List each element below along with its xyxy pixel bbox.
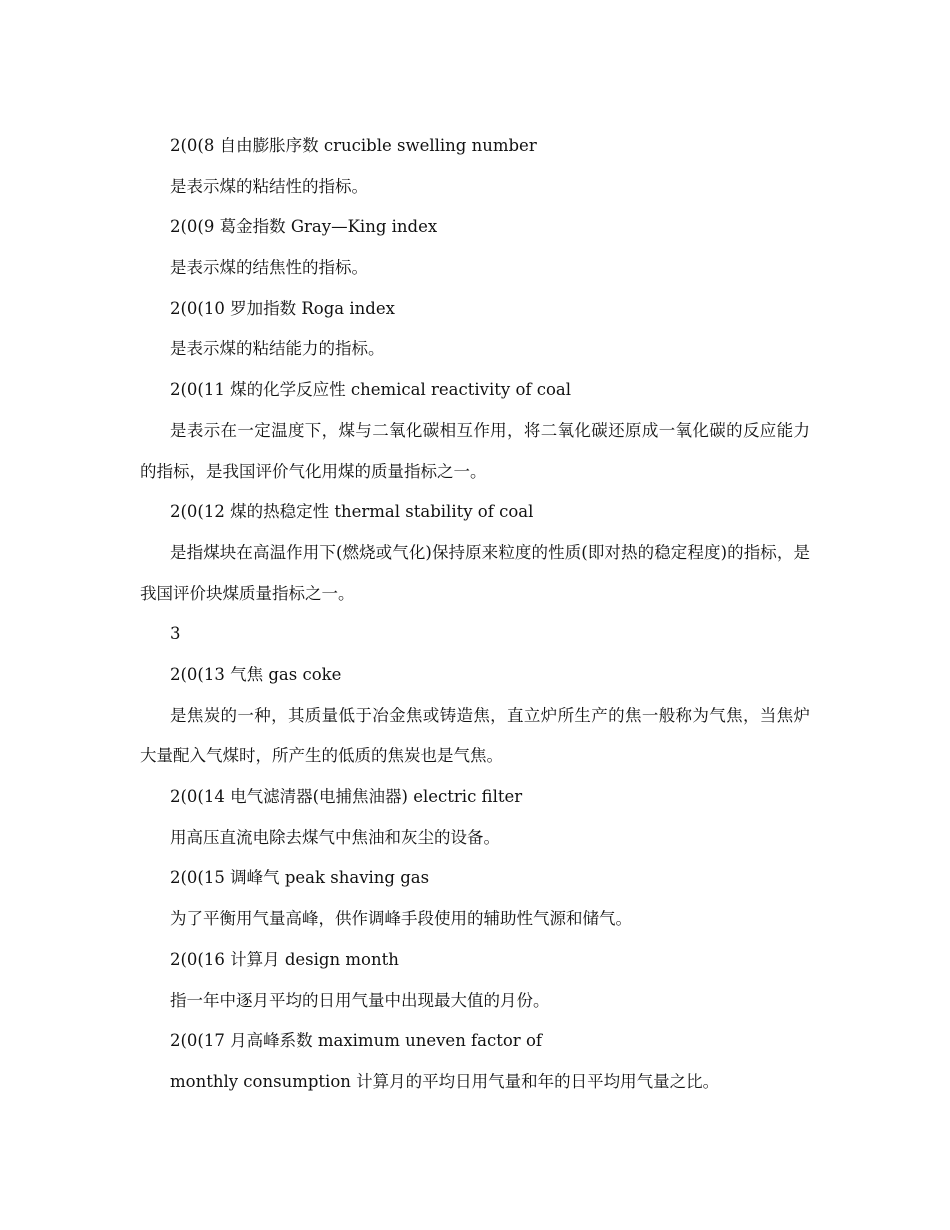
- entry-body: 是表示煤的粘结能力的指标。: [170, 339, 385, 359]
- entry-heading: 2(0(15 调峰气 peak shaving gas: [170, 868, 430, 888]
- entry-heading: 2(0(13 气焦 gas coke: [170, 665, 342, 684]
- entry-body: monthly consumption 计算月的平均日用气量和年的日平均用气量之比。: [170, 1071, 720, 1091]
- entry-body: 是表示煤的结焦性的指标。: [170, 258, 368, 278]
- entry-heading: 2(0(12 煤的热稳定性 thermal stability of coal: [170, 502, 534, 522]
- document-content: [140, 126, 810, 1103]
- entry-body: 是指煤块在高温作用下(燃烧或气化)保持原来粒度的性质(即对热的稳定程度)的指标，是我国评价块煤质量指标之一。: [140, 542, 810, 603]
- entry-body: 为了平衡用气量高峰，供作调峰手段使用的辅助性气源和储气。: [170, 909, 632, 929]
- entry-body: 是焦炭的一种，其质量低于冶金焦或铸造焦，直立炉所生产的焦一般称为气焦，当焦炉大量配入气煤时，所产生的低质的焦炭也是气焦。: [140, 705, 810, 766]
- entry-heading: 2(0(17 月高峰系数 maximum uneven factor of: [170, 1031, 542, 1051]
- entry-body: 用高压直流电除去煤气中焦油和灰尘的设备。: [170, 827, 500, 847]
- page-number: 3: [170, 624, 181, 644]
- entry-body: 是表示煤的粘结性的指标。: [170, 176, 368, 196]
- entry-heading: 2(0(14 电气滤清器(电捕焦油器) electric filter: [170, 787, 523, 807]
- entry-heading: 2(0(11 煤的化学反应性 chemical reactivity of coal: [170, 380, 572, 400]
- entry-body: 是表示在一定温度下，煤与二氧化碳相互作用，将二氧化碳还原成一氧化碳的反应能力的指标，是我国评价气化用煤的质量指标之一。: [140, 420, 810, 481]
- entry-heading: 2(0(9 葛金指数 Gray—King index: [170, 217, 438, 237]
- entry-heading: 2(0(8 自由膨胀序数 crucible swelling number: [170, 136, 537, 155]
- entry-heading: 2(0(10 罗加指数 Roga index: [170, 298, 395, 318]
- entry-heading: 2(0(16 计算月 design month: [170, 949, 399, 969]
- entry-body: 指一年中逐月平均的日用气量中出现最大值的月份。: [170, 990, 550, 1010]
